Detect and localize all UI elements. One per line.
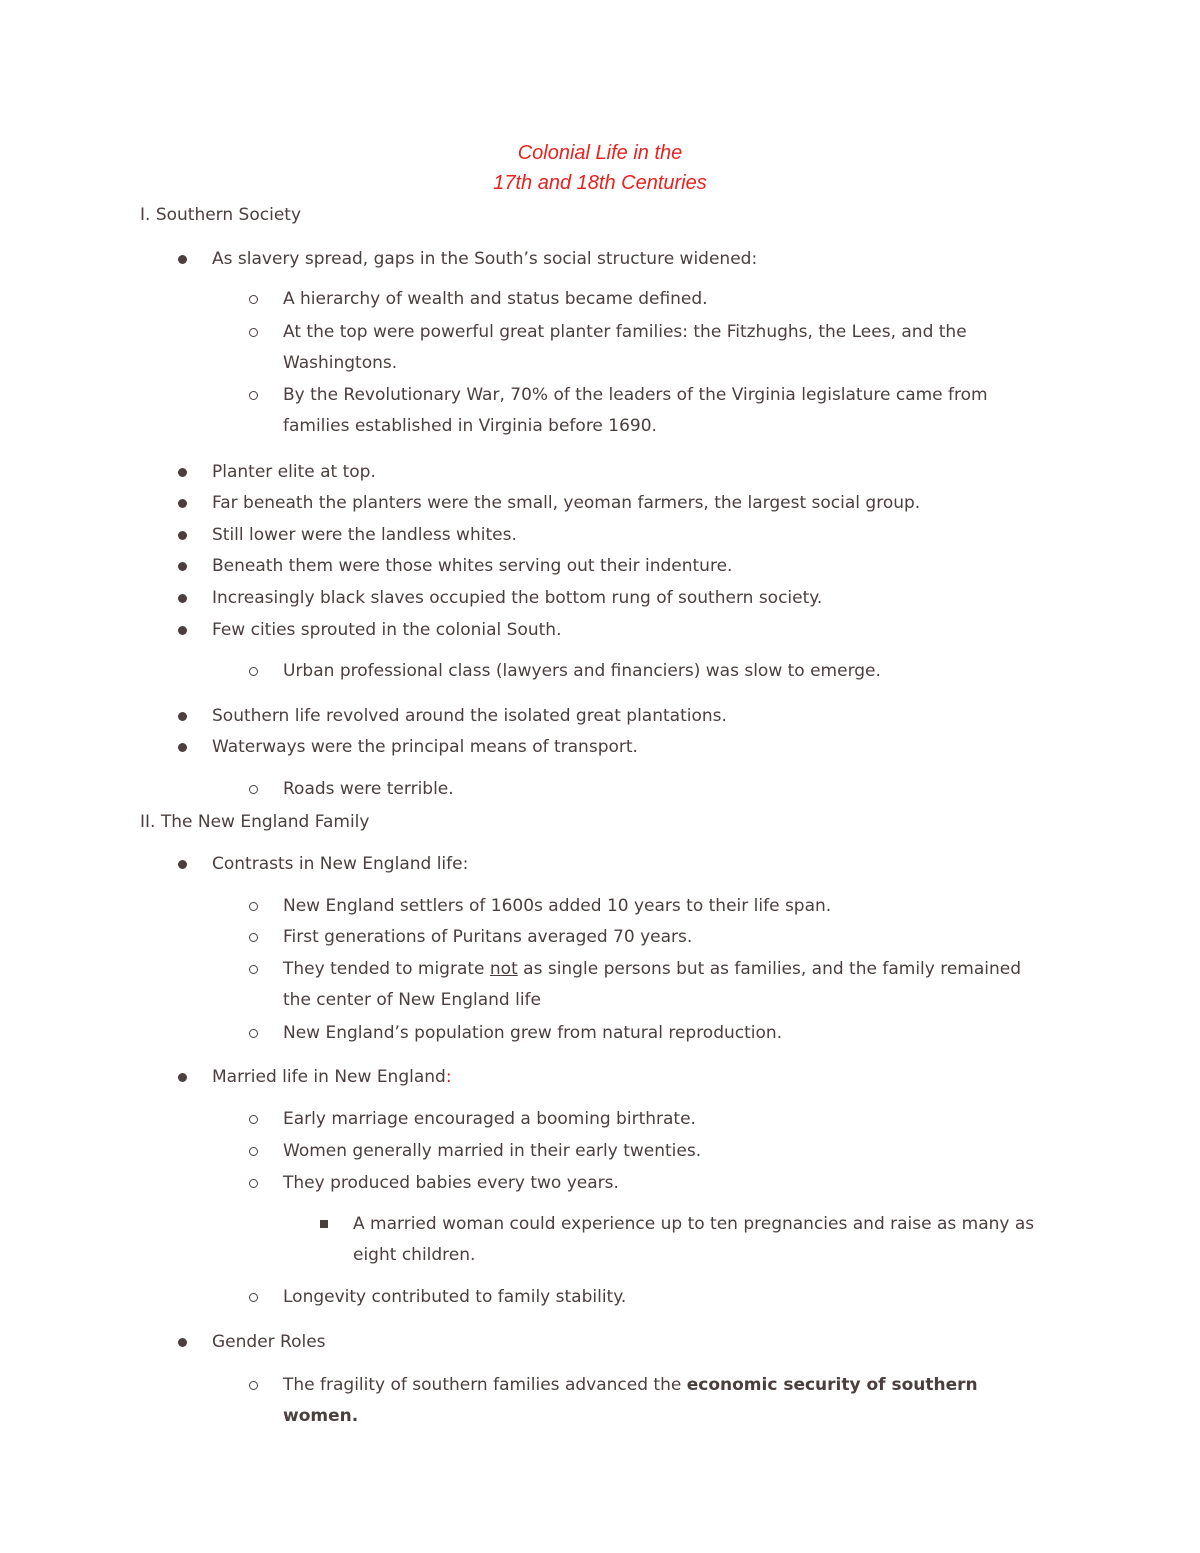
bullet-disc-icon (178, 468, 187, 477)
bullet-disc-icon (178, 1073, 187, 1082)
bullet-circle-icon (249, 667, 258, 676)
bullet-circle-icon (249, 328, 258, 337)
bullet-disc-icon (178, 626, 187, 635)
sub-bullet-item: They tended to migrate not as single persons but as families, and the family remained the center of New England life (283, 954, 1043, 1016)
section-heading-new-england-family: II. The New England Family (140, 812, 370, 832)
bullet-disc-icon (178, 255, 187, 264)
bold-phrase: economic security of southern women. (283, 1375, 978, 1426)
bullet-square-icon (320, 1220, 328, 1228)
sub-bullet-item: Urban professional class (lawyers and financiers) was slow to emerge. (283, 656, 1043, 687)
bullet-circle-icon (249, 933, 258, 942)
bullet-circle-icon (249, 902, 258, 911)
sub-bullet-item: A hierarchy of wealth and status became defined. (283, 284, 1043, 315)
bullet-item: Southern life revolved around the isolated great plantations. (212, 701, 1072, 732)
sub-bullet-item: Longevity contributed to family stability. (283, 1282, 1043, 1313)
bullet-item: Few cities sprouted in the colonial South. (212, 615, 1072, 646)
document-title-line-1: Colonial Life in the (517, 142, 683, 164)
bullet-disc-icon (178, 531, 187, 540)
sub-bullet-item: First generations of Puritans averaged 70 years. (283, 922, 1043, 953)
sub-bullet-item: New England’s population grew from natural reproduction. (283, 1018, 1043, 1049)
sub-sub-bullet-item: A married woman could experience up to ten pregnancies and raise as many as eight children. (353, 1209, 1053, 1271)
bullet-item: Contrasts in New England life: (212, 849, 1072, 880)
bullet-circle-icon (249, 1147, 258, 1156)
sub-bullet-item: At the top were powerful great planter families: the Fitzhughs, the Lees, and the Washingtons. (283, 317, 1043, 379)
sub-bullet-item: Roads were terrible. (283, 774, 1043, 805)
section-heading-southern-society: I. Southern Society (140, 205, 302, 225)
bullet-circle-icon (249, 1115, 258, 1124)
sub-bullet-item: Women generally married in their early twenties. (283, 1136, 1043, 1167)
bullet-item: Gender Roles (212, 1327, 1072, 1358)
sub-bullet-item: The fragility of southern families advanced the economic security of southern women. (283, 1370, 1043, 1432)
bullet-disc-icon (178, 499, 187, 508)
emphasis-not: not (489, 959, 518, 979)
bullet-disc-icon (178, 594, 187, 603)
bullet-disc-icon (178, 562, 187, 571)
bullet-circle-icon (249, 785, 258, 794)
bullet-item: Increasingly black slaves occupied the bottom rung of southern society. (212, 583, 1072, 614)
bullet-disc-icon (178, 860, 187, 869)
sub-bullet-item: New England settlers of 1600s added 10 years to their life span. (283, 891, 1043, 922)
bullet-item: Still lower were the landless whites. (212, 520, 1072, 551)
bullet-item: Far beneath the planters were the small, yeoman farmers, the largest social group. (212, 488, 1072, 519)
bullet-disc-icon (178, 1338, 187, 1347)
bullet-disc-icon (178, 712, 187, 721)
sub-bullet-item: Early marriage encouraged a booming birthrate. (283, 1104, 1043, 1135)
bullet-circle-icon (249, 1179, 258, 1188)
document-title-line-2: 17th and 18th Centuries (493, 172, 707, 194)
sub-bullet-item: By the Revolutionary War, 70% of the leaders of the Virginia legislature came from families established in Virginia before 1690. (283, 380, 1043, 442)
bullet-circle-icon (249, 1293, 258, 1302)
bullet-disc-icon (178, 743, 187, 752)
bullet-item: Beneath them were those whites serving out their indenture. (212, 551, 1072, 582)
sub-bullet-item: They produced babies every two years. (283, 1168, 1043, 1199)
bullet-circle-icon (249, 295, 258, 304)
bullet-item: Waterways were the principal means of transport. (212, 732, 1072, 763)
bullet-circle-icon (249, 1381, 258, 1390)
bullet-item: As slavery spread, gaps in the South’s social structure widened: (212, 244, 1072, 275)
bullet-circle-icon (249, 965, 258, 974)
bullet-item: Planter elite at top. (212, 457, 1072, 488)
bullet-circle-icon (249, 391, 258, 400)
bullet-item: Married life in New England: (212, 1062, 1072, 1093)
bullet-circle-icon (249, 1029, 258, 1038)
